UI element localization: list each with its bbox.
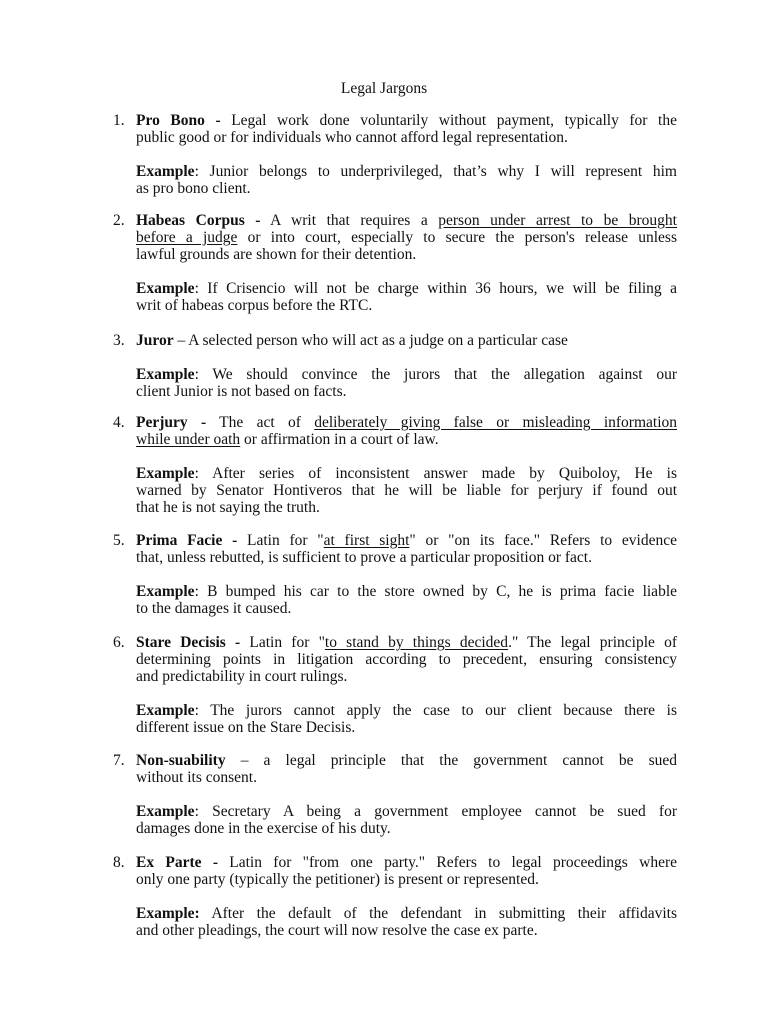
text-run: : Secretary A being a government employee cannot be sued for	[194, 803, 677, 820]
text-run: and predictability in court rulings.	[136, 668, 348, 685]
example-label: Example	[136, 366, 195, 383]
example-line	[136, 600, 677, 617]
example-line	[136, 280, 677, 297]
text-run: or into court, especially to secure the person's release unless	[237, 229, 677, 246]
text-run: only one party (typically the petitioner) is present or represented.	[136, 871, 539, 888]
text-run: The act of	[206, 414, 315, 431]
definition-line	[136, 112, 677, 129]
definition-line	[136, 549, 677, 566]
text-run: : B bumped his car to the store owned by C, he is prima facie liable	[194, 583, 677, 600]
text-run: or affirmation in a court of law.	[240, 431, 439, 448]
definition-line	[136, 752, 677, 769]
term-item	[0, 212, 768, 314]
text-run: as pro bono client.	[136, 180, 251, 197]
text-run: warned by Senator Hontiveros that he will be liable for perjury if found out	[136, 482, 677, 499]
definition-line	[136, 532, 677, 549]
definition-line	[136, 431, 677, 448]
term-item	[0, 634, 768, 736]
definition-line	[136, 246, 677, 263]
text-run: without its consent.	[136, 769, 257, 786]
definition-line	[136, 229, 677, 246]
example-line	[136, 180, 677, 197]
term-item	[0, 414, 768, 516]
example-line	[136, 163, 677, 180]
text-run: determining points in litigation according to precedent, ensuring consistency	[136, 651, 677, 668]
example-label: Example	[136, 465, 195, 482]
example-line	[136, 803, 677, 820]
text-run: and other pleadings, the court will now resolve the case ex parte.	[136, 922, 538, 939]
example-line	[136, 297, 677, 314]
definition-line	[136, 651, 677, 668]
term-definition	[136, 212, 677, 263]
term-example	[136, 465, 677, 516]
term-name: Ex Parte -	[136, 854, 218, 871]
text-run: lawful grounds are shown for their detention.	[136, 246, 417, 263]
example-line	[136, 922, 677, 939]
term-definition	[136, 112, 677, 146]
text-run: public good or for individuals who cannot afford legal representation.	[136, 129, 568, 146]
term-name: Non-suability	[136, 752, 226, 769]
document-title: Legal Jargons	[340, 80, 428, 97]
example-label: Example	[136, 583, 195, 600]
example-line	[136, 366, 677, 383]
term-number: 5.	[113, 532, 125, 549]
text-run: Legal work done voluntarily without payment, typically for the	[220, 112, 677, 129]
term-name: Habeas Corpus -	[136, 212, 261, 229]
example-line	[136, 583, 677, 600]
definition-line	[136, 634, 677, 651]
text-run: client Junior is not based on facts.	[136, 383, 347, 400]
definition-line	[136, 769, 677, 786]
term-number: 2.	[113, 212, 125, 229]
example-line	[136, 719, 677, 736]
term-definition	[136, 532, 677, 566]
definition-line	[136, 129, 677, 146]
example-label: Example	[136, 702, 195, 719]
text-run: damages done in the exercise of his duty.	[136, 820, 391, 837]
term-name: Stare Decisis -	[136, 634, 241, 651]
term-example	[136, 702, 677, 736]
term-definition	[136, 414, 677, 448]
text-run: that, unless rebutted, is sufficient to prove a particular proposition or fact.	[136, 549, 592, 566]
term-example	[136, 803, 677, 837]
term-number: 8.	[113, 854, 125, 871]
text-run: : Junior belongs to underprivileged, that’s why I will represent him	[194, 163, 677, 180]
definition-line	[136, 871, 677, 888]
term-number: 3.	[113, 332, 125, 349]
text-run: A writ that requires a	[260, 212, 439, 229]
term-definition	[136, 332, 677, 349]
term-item	[0, 332, 768, 400]
text-run: : If Crisencio will not be charge within 36 hours, we will be filing a	[194, 280, 677, 297]
example-line	[136, 905, 677, 922]
underlined-phrase: at first sight	[323, 532, 410, 549]
example-label: Example	[136, 803, 195, 820]
underlined-phrase: before a judge	[136, 229, 238, 246]
term-example	[136, 905, 677, 939]
term-item	[0, 112, 768, 197]
example-line	[136, 820, 677, 837]
example-line	[136, 383, 677, 400]
text-run: – A selected person who will act as a judge on a particular case	[173, 332, 568, 349]
text-run: : After series of inconsistent answer made by Quiboloy, He is	[194, 465, 677, 482]
example-label: Example	[136, 280, 195, 297]
text-run: Latin for "	[240, 634, 325, 651]
example-line	[136, 465, 677, 482]
definition-line	[136, 668, 677, 685]
definition-line	[136, 854, 677, 871]
term-name: Perjury -	[136, 414, 207, 431]
text-run: – a legal principle that the government cannot be sued	[225, 752, 677, 769]
underlined-phrase: person under arrest to be brought	[438, 212, 677, 229]
example-line	[136, 702, 677, 719]
text-run: " or "on its face." Refers to evidence	[409, 532, 677, 549]
term-number: 6.	[113, 634, 125, 651]
term-definition	[136, 854, 677, 888]
text-run: ." The legal principle of	[508, 634, 677, 651]
definition-line	[136, 212, 677, 229]
text-run: Latin for "from one party." Refers to legal proceedings where	[217, 854, 677, 871]
text-run: : We should convince the jurors that the allegation against our	[194, 366, 677, 383]
term-item	[0, 752, 768, 837]
text-run: Latin for "	[237, 532, 324, 549]
text-run: that he is not saying the truth.	[136, 499, 320, 516]
term-item	[0, 854, 768, 939]
term-name: Prima Facie -	[136, 532, 238, 549]
text-run: writ of habeas corpus before the RTC.	[136, 297, 373, 314]
term-example	[136, 583, 677, 617]
example-label: Example:	[136, 905, 200, 922]
term-example	[136, 163, 677, 197]
term-name: Pro Bono -	[136, 112, 221, 129]
underlined-phrase: to stand by things decided	[324, 634, 509, 651]
example-line	[136, 499, 677, 516]
term-definition	[136, 634, 677, 685]
text-run: : The jurors cannot apply the case to our client because there is	[194, 702, 677, 719]
text-run: different issue on the Stare Decisis.	[136, 719, 356, 736]
text-run: After the default of the defendant in submitting their affidavits	[199, 905, 677, 922]
text-run: to the damages it caused.	[136, 600, 292, 617]
definition-line	[136, 414, 677, 431]
definition-line	[136, 332, 677, 349]
example-line	[136, 482, 677, 499]
example-label: Example	[136, 163, 195, 180]
term-name: Juror	[136, 332, 174, 349]
term-definition	[136, 752, 677, 786]
term-number: 1.	[113, 112, 125, 129]
term-number: 4.	[113, 414, 125, 431]
term-item	[0, 532, 768, 617]
underlined-phrase: while under oath	[136, 431, 241, 448]
term-example	[136, 366, 677, 400]
underlined-phrase: deliberately giving false or misleading information	[314, 414, 678, 431]
term-number: 7.	[113, 752, 125, 769]
term-example	[136, 280, 677, 314]
